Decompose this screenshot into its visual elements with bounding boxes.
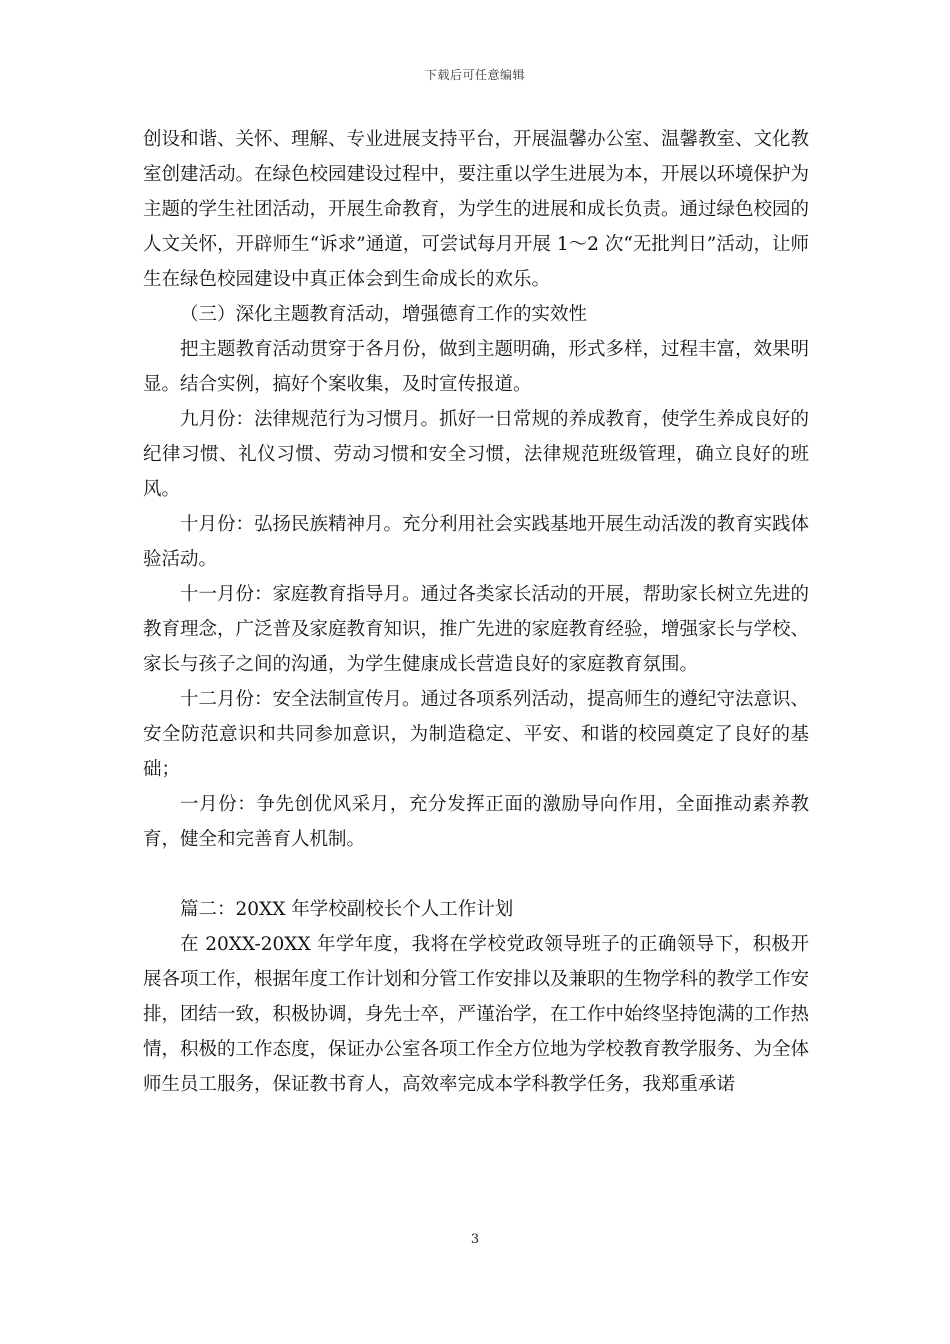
paragraph-continuation: 创设和谐、关怀、理解、专业进展支持平台，开展温馨办公室、温馨教室、文化教室创建活动。在绿色校园建设过程中，要注重以学生进展为本，开展以环境保护为主题的学生社团活动，开展生命教育，为学生的进展和成长负责。通过绿色校园的人文关怀，开辟师生“诉求”通道，可尝试每月开展 1～2 次“无批判日”活动，让师生在绿色校园建设中真正体会到生命成长的欢乐。 [143,129,810,290]
paragraph-theme-education: 把主题教育活动贯穿于各月份，做到主题明确，形式多样，过程丰富，效果明显。结合实例，搞好个案收集，及时宣传报道。 [143,339,810,395]
section-subheading: （三）深化主题教育活动，增强德育工作的实效性 [180,304,588,325]
paragraph-january: 一月份：争先创优风采月，充分发挥正面的激励导向作用，全面推动素养教育，健全和完善育人机制。 [143,794,809,850]
section-2-body: 在 20XX-20XX 年学年度，我将在学校党政领导班子的正确领导下，积极开展各项工作，根据年度工作计划和分管工作安排以及兼职的生物学科的教学工作安排，团结一致，积极协调，身先士卒，严谨治学，在工作中始终坚持饱满的工作热情，积极的工作态度，保证办公室各项工作全方位地为学校教育教学服务、为全体师生员工服务，保证教书育人，高效率完成本学科教学任务，我郑重承诺 [143,934,810,1095]
section-2-heading: 篇二：20XX 年学校副校长个人工作计划 [180,899,514,920]
paragraph-december: 十二月份：安全法制宣传月。通过各项系列活动，提高师生的遵纪守法意识、安全防范意识和共同参加意识，为制造稳定、平安、和谐的校园奠定了良好的基础； [143,689,810,780]
section-spacer [143,857,809,892]
paragraph-november: 十一月份：家庭教育指导月。通过各类家长活动的开展，帮助家长树立先进的教育理念，广泛普及家庭教育知识，推广先进的家庭教育经验，增强家长与学校、家长与孩子之间的沟通，为学生健康成长营造良好的家庭教育氛围。 [143,584,810,675]
document-body [143,122,809,1102]
paragraph-october: 十月份：弘扬民族精神月。充分利用社会实践基地开展生动活泼的教育实践体验活动。 [143,514,810,570]
page-header: 下载后可任意编辑 [424,68,525,82]
page-number: 3 [470,1232,480,1247]
paragraph-september: 九月份：法律规范行为习惯月。抓好一日常规的养成教育，使学生养成良好的纪律习惯、礼仪习惯、劳动习惯和安全习惯，法律规范班级管理，确立良好的班风。 [143,409,810,500]
